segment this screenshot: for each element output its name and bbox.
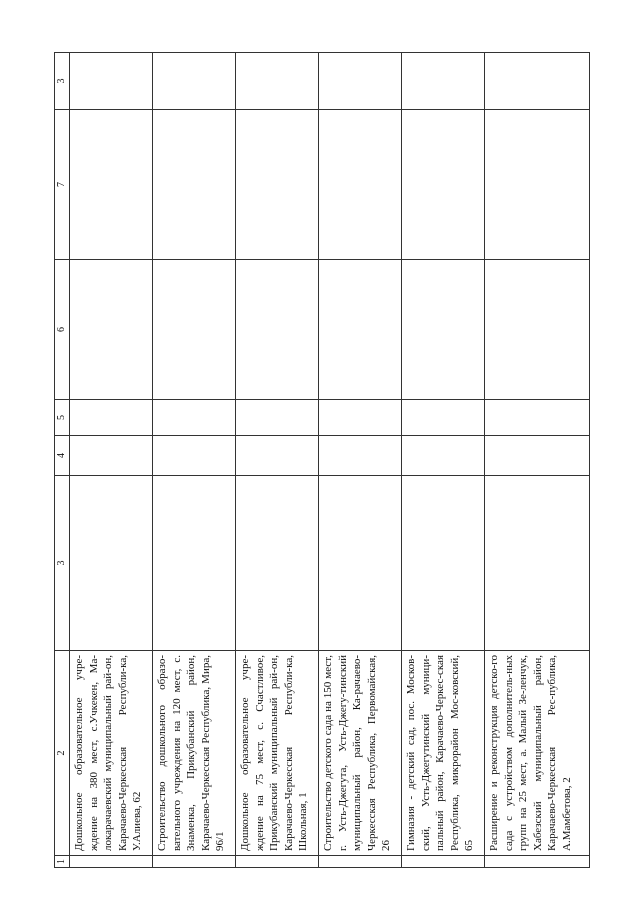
cell-empty <box>402 436 485 476</box>
cell-empty <box>70 436 153 476</box>
cell-empty <box>402 856 485 868</box>
header-cell-5: 5 <box>55 400 70 436</box>
cell-empty <box>485 53 590 110</box>
object-description: Гимназия - детский сад, пос. Москов-ский, Усть-Джегутинский муници-пальный район, Карачаево-Черкес-ская Республика, микрорайон Мос-ковский, 65 <box>402 651 485 856</box>
object-description: Строительство дошкольного образо-вательного учреждения на 120 мест, с. Знаменка, Прикубанский район, Карачаево-Черкесская Республика, Мира, 96/1 <box>153 651 236 856</box>
header-cell-4: 4 <box>55 436 70 476</box>
header-cell-1: 1 <box>55 856 70 868</box>
cell-empty <box>236 53 319 110</box>
cell-empty <box>153 110 236 260</box>
cell-empty <box>70 53 153 110</box>
table-row <box>153 53 236 868</box>
cell-empty <box>153 436 236 476</box>
cell-empty <box>70 476 153 651</box>
cell-empty <box>153 476 236 651</box>
cell-empty <box>153 260 236 400</box>
cell-empty <box>485 436 590 476</box>
header-cell-8: 3 <box>55 53 70 110</box>
rotated-table <box>54 52 590 868</box>
table-row <box>70 53 153 868</box>
cell-empty <box>70 110 153 260</box>
table-row <box>485 53 590 868</box>
cell-empty <box>485 856 590 868</box>
cell-empty <box>70 400 153 436</box>
object-description: Дошкольное образовательное учре-ждение на 75 мест, с. Счастливое, Прикубанский муниципальный рай-он, Карачаево-Черкесская Республи-ка, Школьная, 1 <box>236 651 319 856</box>
cell-empty <box>153 53 236 110</box>
table-row <box>236 53 319 868</box>
cell-empty <box>402 53 485 110</box>
cell-empty <box>70 260 153 400</box>
cell-empty <box>319 856 402 868</box>
cell-empty <box>70 856 153 868</box>
cell-empty <box>319 53 402 110</box>
table-row <box>402 53 485 868</box>
table-row <box>319 53 402 868</box>
cell-empty <box>319 110 402 260</box>
cell-empty <box>402 260 485 400</box>
cell-empty <box>402 400 485 436</box>
cell-empty <box>319 400 402 436</box>
cell-empty <box>236 856 319 868</box>
objects-table <box>54 52 590 868</box>
cell-empty <box>485 260 590 400</box>
header-row <box>55 53 70 868</box>
cell-empty <box>485 476 590 651</box>
cell-empty <box>236 476 319 651</box>
header-cell-2: 2 <box>55 651 70 856</box>
cell-empty <box>153 400 236 436</box>
cell-empty <box>236 110 319 260</box>
cell-empty <box>402 476 485 651</box>
cell-empty <box>236 400 319 436</box>
header-cell-6: 6 <box>55 260 70 400</box>
cell-empty <box>319 260 402 400</box>
cell-empty <box>319 476 402 651</box>
cell-empty <box>236 260 319 400</box>
header-cell-7: 7 <box>55 110 70 260</box>
cell-empty <box>153 856 236 868</box>
cell-empty <box>485 400 590 436</box>
object-description: Строительство детского сада на 150 мест, г. Усть-Джегута, Усть-Джегу-тинский муниципальный район, Ка-рачаево-Черкесская Республика, Первомайская, 26 <box>319 651 402 856</box>
object-description: Дошкольное образовательное учре-ждение на 380 мест, с.Учкекен, Ма-локарачаевский муниципальный рай-он, Карачаево-Черкесская Республи-ка, У.Алиева, 62 <box>70 651 153 856</box>
object-description: Расширение и реконструкция детско-го сада с устройством дополнитель-ных групп на 25 мест, а. Малый Зе-ленчук, Хабезский муниципальный район, Карачаево-Черкесская Рес-публика, А.Мамбетова, 2 <box>485 651 590 856</box>
cell-empty <box>319 436 402 476</box>
cell-empty <box>485 110 590 260</box>
cell-empty <box>236 436 319 476</box>
cell-empty <box>402 110 485 260</box>
header-cell-3: 3 <box>55 476 70 651</box>
